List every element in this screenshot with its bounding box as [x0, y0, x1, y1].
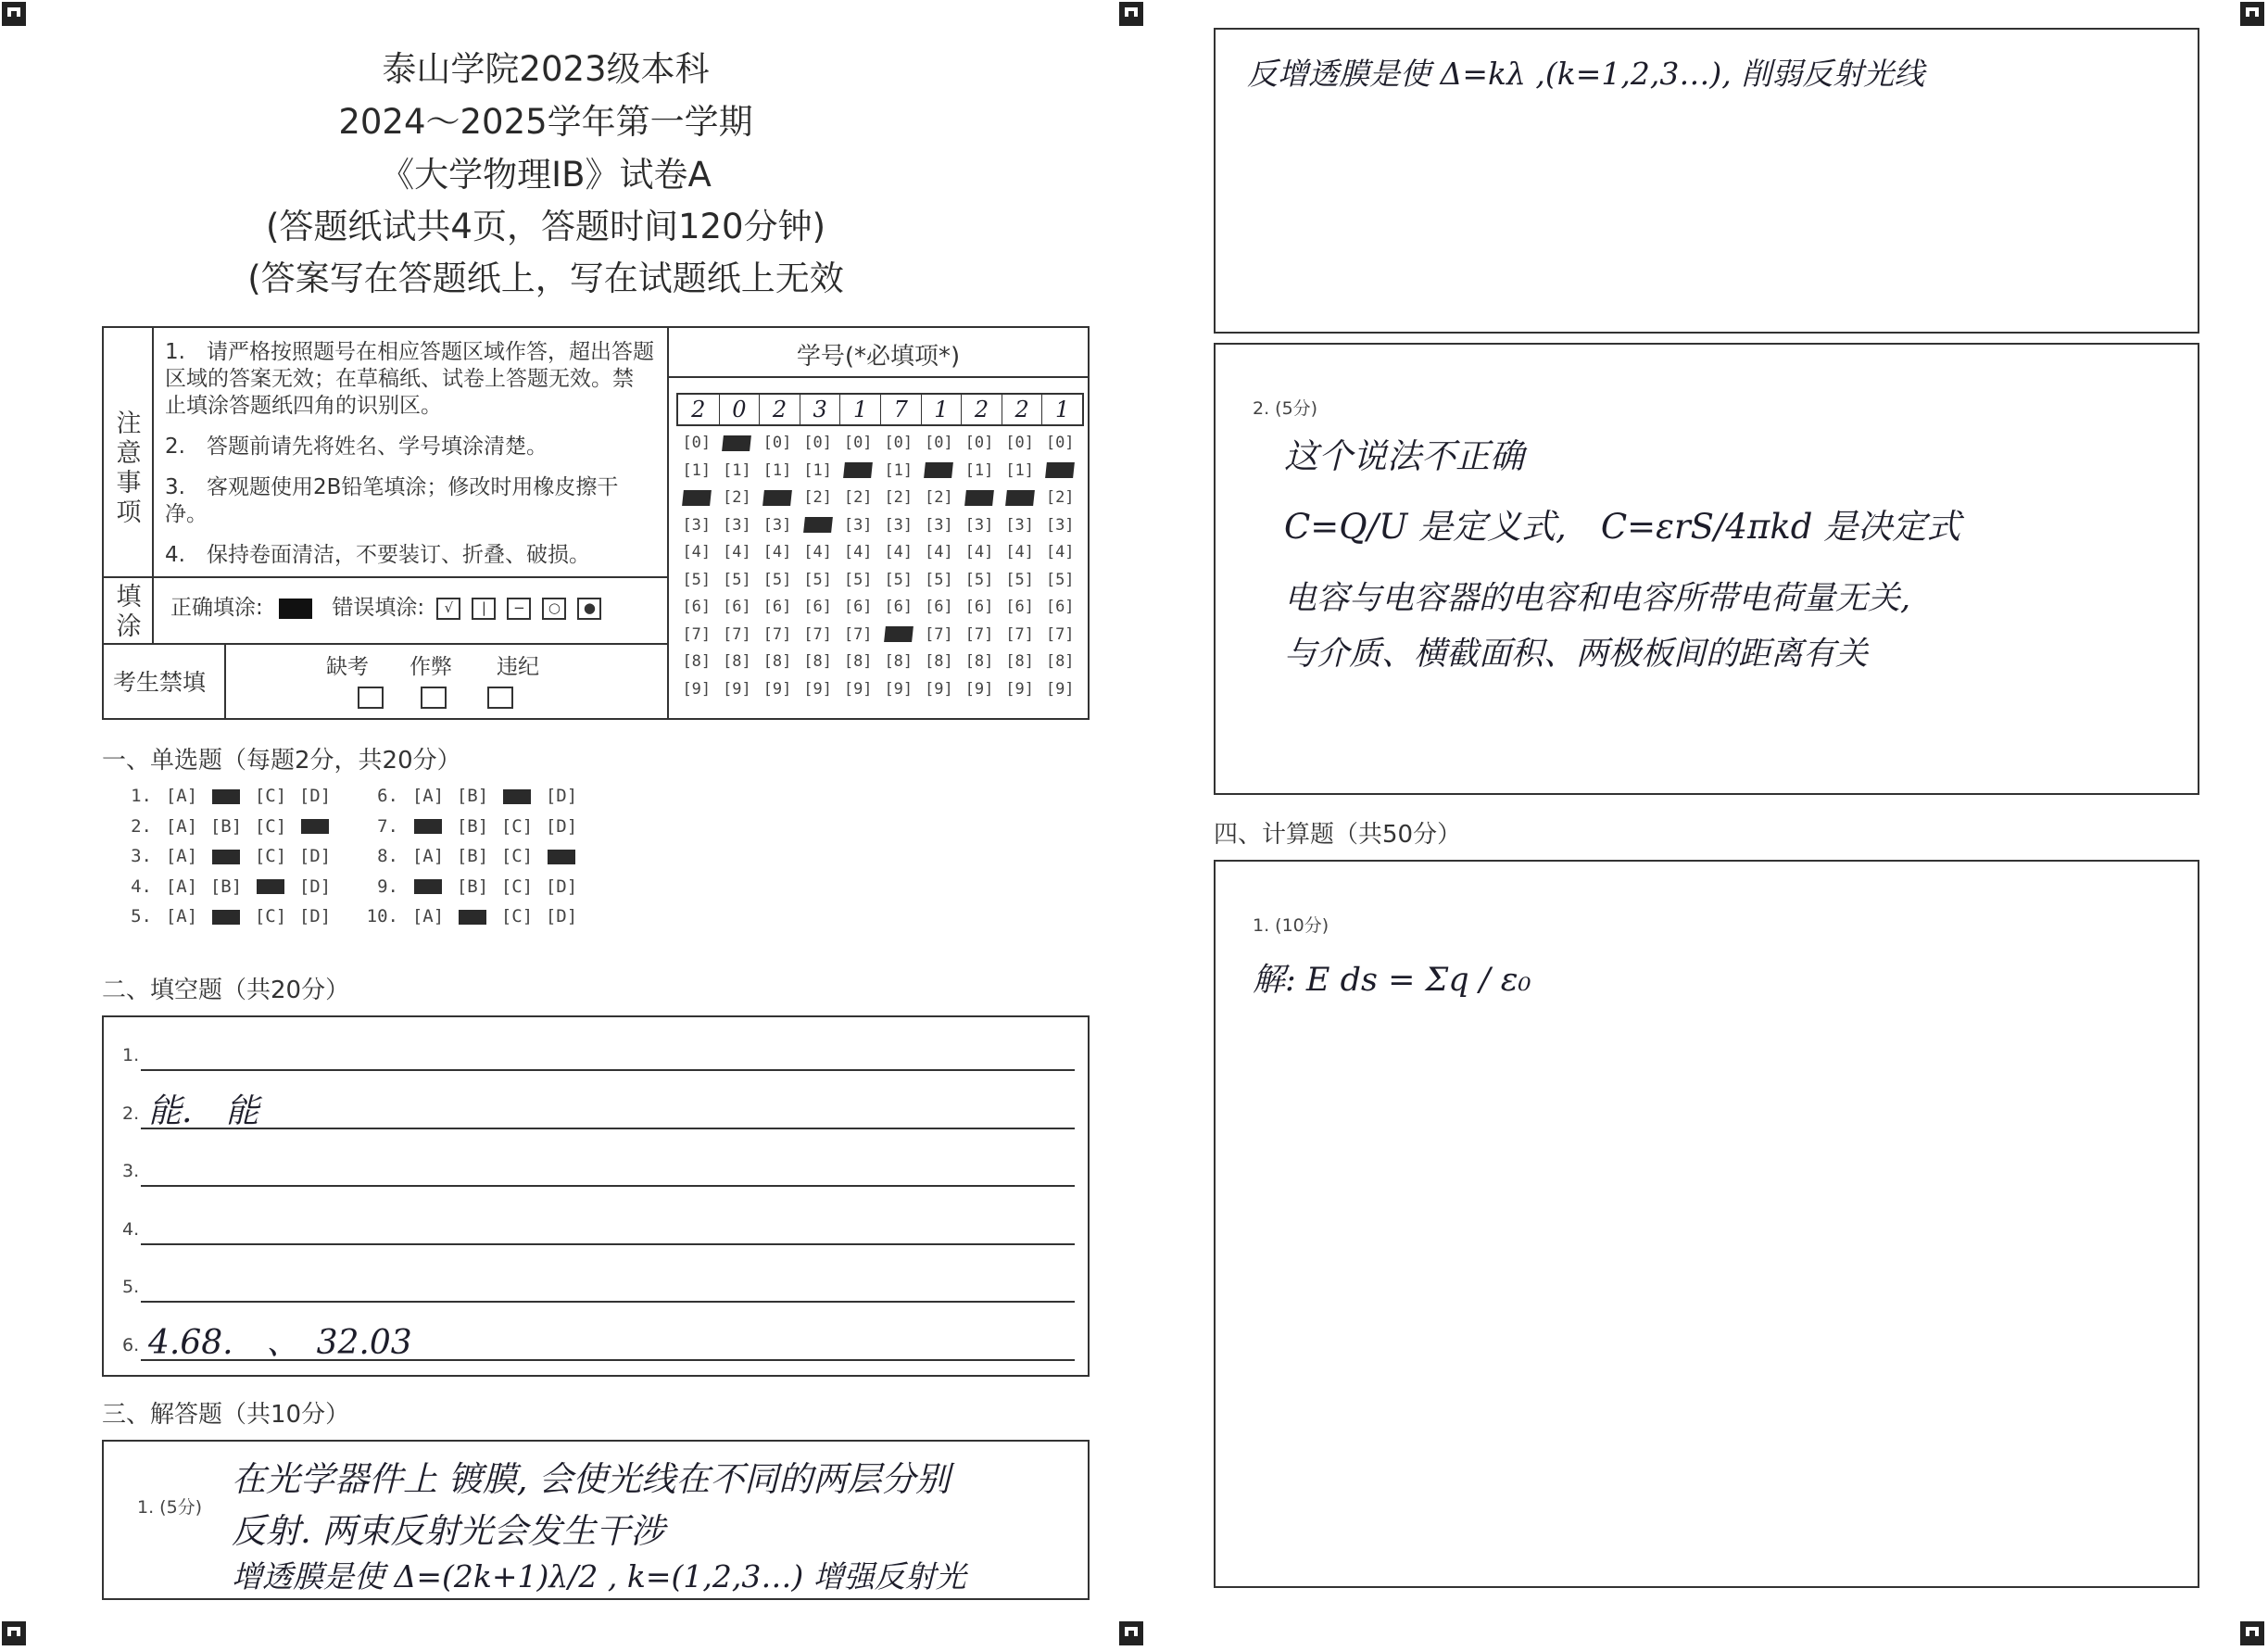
part4-q1-answer: 解: E ds = Σq / ε₀ [1253, 962, 1531, 999]
student-id-digit: 2 [759, 395, 800, 424]
student-id-bubble[interactable]: [0] [1045, 434, 1075, 452]
violation-label: 违纪 [497, 655, 539, 679]
student-id-bubble[interactable]: [9] [964, 679, 994, 699]
exam-title-line3: 《大学物理IB》试卷A [380, 155, 712, 195]
student-id-bubble[interactable]: [1] [723, 460, 751, 480]
mc-option-bubble[interactable]: [C] [500, 815, 534, 837]
mc-filled-mark [459, 910, 486, 925]
student-id-bubble[interactable]: [9] [843, 679, 873, 699]
mc-question-number: 7. [377, 815, 398, 837]
student-id-bubble[interactable]: [6] [803, 598, 832, 616]
mc-filled-mark [414, 819, 442, 834]
mc-option-bubble[interactable] [495, 786, 539, 806]
exam-title-line2: 2024～2025学年第一学期 [338, 102, 753, 142]
student-id-bubble[interactable]: [5] [762, 570, 792, 589]
exam-restricted-label: 考生禁填 [113, 669, 207, 696]
student-id-filled-mark [1005, 490, 1035, 506]
student-id-digit: 7 [880, 395, 921, 424]
blank-number: 5. [122, 1277, 140, 1297]
violation-checkbox[interactable] [487, 687, 513, 709]
mc-question-row [117, 876, 337, 897]
mc-option-bubble[interactable]: [D] [298, 876, 332, 897]
corner-marker-bottom-right [2240, 1621, 2264, 1645]
blank-answer: 能. 能 [148, 1091, 259, 1130]
student-id-bubble[interactable]: [4] [964, 543, 994, 561]
mc-question-number: 6. [377, 786, 398, 806]
mc-option-bubble[interactable]: [C] [254, 815, 287, 837]
student-id-bubble[interactable]: [8] [1005, 652, 1034, 671]
mc-option-bubble[interactable]: [B] [456, 786, 489, 806]
info-table [102, 326, 1090, 720]
student-id-bubble[interactable]: [1] [803, 460, 832, 480]
wrong-fill-dot: ● [577, 598, 601, 620]
student-id-bubble[interactable]: [3] [682, 515, 712, 535]
blank-line[interactable] [141, 1301, 1075, 1303]
student-id-bubble[interactable]: [1] [884, 460, 914, 480]
blank-line[interactable] [141, 1185, 1075, 1187]
student-id-grid[interactable] [676, 434, 1084, 712]
student-id-bubble[interactable]: [5] [682, 570, 712, 589]
mc-option-bubble[interactable]: [C] [500, 876, 534, 897]
student-id-bubble[interactable]: [2] [925, 488, 953, 507]
mc-option-bubble[interactable]: [A] [165, 876, 198, 897]
student-id-bubble[interactable]: [6] [682, 598, 712, 616]
student-id-digit: 1 [921, 395, 962, 424]
student-id-bubble[interactable]: [4] [884, 543, 914, 561]
student-id-digit: 3 [800, 395, 840, 424]
student-id-bubble[interactable]: [7] [1045, 624, 1075, 644]
corner-marker-bottom-center [1119, 1621, 1143, 1645]
student-id-bubble[interactable]: [7] [762, 624, 792, 644]
student-id-bubble[interactable]: [8] [762, 652, 792, 671]
student-id-bubble[interactable] [757, 488, 798, 507]
mc-option-bubble[interactable]: [B] [209, 876, 243, 897]
part3-answer-box-q2 [1214, 343, 2199, 795]
student-id-bubble[interactable]: [2] [1045, 488, 1075, 507]
student-id-bubble[interactable]: [1] [762, 460, 792, 480]
corner-marker-bottom-left [2, 1621, 26, 1645]
mc-question-row [363, 786, 584, 806]
wrong-fill-label: 错误填涂: [332, 596, 425, 620]
student-id-bubble[interactable]: [9] [803, 679, 832, 699]
student-id-bubble[interactable]: [7] [964, 624, 994, 644]
blank-number: 4. [122, 1218, 140, 1240]
student-id-bubble[interactable]: [4] [1045, 543, 1075, 561]
blank-answer: 4.68. 、 32.03 [148, 1323, 412, 1362]
mc-filled-mark [212, 910, 240, 925]
student-id-bubble[interactable]: [8] [723, 652, 751, 671]
student-id-bubble[interactable] [838, 461, 878, 480]
student-id-bubble[interactable]: [3] [884, 515, 914, 535]
exam-title-line1: 泰山学院2023级本科 [382, 49, 710, 89]
student-id-bubble[interactable]: [4] [723, 543, 751, 561]
cheat-label: 作弊 [410, 655, 452, 679]
mc-option-bubble[interactable]: [A] [411, 846, 445, 866]
student-id-bubble[interactable]: [3] [843, 515, 873, 535]
student-id-digit: 1 [839, 395, 880, 424]
student-id-filled-mark [843, 462, 873, 478]
student-id-bubble[interactable]: [5] [925, 570, 953, 589]
student-id-filled-mark [682, 490, 712, 506]
mc-option-bubble[interactable] [539, 846, 584, 866]
mc-question-row [363, 876, 584, 897]
mc-option-bubble[interactable]: [B] [456, 815, 489, 837]
student-id-bubble[interactable]: [4] [1005, 543, 1034, 561]
student-id-bubble[interactable] [919, 461, 960, 480]
fill-legend [170, 595, 607, 622]
mc-option-bubble[interactable]: [C] [254, 786, 287, 806]
part3-q2-line2: C=Q/U 是定义式, C=εrS/4πkd 是决定式 [1284, 507, 1961, 547]
exam-title-line5: (答案写在答题纸上，写在试题纸上无效 [247, 258, 844, 298]
student-id-bubble[interactable]: [1] [1005, 460, 1034, 480]
part3-q1-line2: 反射. 两束反射光会发生干涉 [232, 1511, 665, 1551]
notice-item-2: 2. 答题前请先将姓名、学号填涂清楚。 [165, 435, 548, 459]
student-id-bubble[interactable]: [4] [682, 543, 712, 561]
corner-marker-top-left [2, 2, 26, 26]
student-id-bubble[interactable]: [6] [723, 598, 751, 616]
blank-line[interactable] [141, 1069, 1075, 1071]
part3-title: 三、解答题（共10分） [102, 1401, 350, 1429]
student-id-bubble[interactable]: [9] [723, 679, 751, 699]
mc-option-bubble[interactable]: [A] [411, 786, 445, 806]
student-id-bubble[interactable]: [3] [925, 515, 953, 535]
student-id-bubble[interactable]: [3] [1005, 515, 1034, 535]
mc-option-bubble[interactable] [406, 876, 450, 897]
student-id-bubble[interactable]: [9] [1005, 679, 1034, 699]
student-id-bubble[interactable]: [2] [843, 488, 873, 507]
mc-option-bubble[interactable]: [D] [298, 846, 332, 866]
student-id-bubble[interactable]: [3] [964, 515, 994, 535]
student-id-bubble[interactable]: [0] [884, 434, 914, 452]
mc-filled-mark [212, 789, 240, 804]
mc-filled-mark [257, 879, 284, 894]
student-id-bubble[interactable]: [0] [762, 434, 792, 452]
student-id-bubble[interactable]: [3] [1045, 515, 1075, 535]
student-id-bubble[interactable]: [0] [682, 434, 712, 452]
mc-question-row [363, 816, 584, 837]
absent-label: 缺考 [326, 655, 369, 679]
mc-option-bubble[interactable]: [B] [456, 846, 489, 866]
student-id-bubble[interactable] [1040, 461, 1080, 480]
blank-number: 6. [122, 1334, 140, 1355]
student-id-bubble[interactable]: [6] [884, 598, 914, 616]
mc-option-bubble[interactable] [293, 816, 337, 837]
student-id-bubble[interactable]: [5] [1005, 570, 1034, 589]
mc-option-bubble[interactable]: [C] [500, 906, 534, 926]
mc-question-number: 3. [131, 846, 152, 866]
part1-title: 一、单选题（每题2分，共20分） [102, 747, 461, 775]
mc-option-bubble[interactable]: [A] [165, 815, 198, 837]
notice-item-4: 4. 保持卷面清洁，不要装订、折叠、破损。 [165, 543, 590, 567]
cheat-checkbox[interactable] [421, 687, 447, 709]
mc-question-number: 9. [377, 876, 398, 897]
part4-title: 四、计算题（共50分） [1214, 821, 1462, 849]
mc-question-row [117, 846, 337, 866]
mc-question-row [117, 786, 337, 806]
student-id-filled-mark [803, 517, 833, 533]
mc-option-bubble[interactable]: [D] [545, 786, 578, 806]
mc-question-number: 8. [377, 846, 398, 866]
student-id-digit: 2 [691, 397, 706, 422]
student-id-bubble[interactable]: [6] [925, 598, 953, 616]
part3-q1-line3: 增透膜是使 Δ=(2k+1)λ/2 , k=(1,2,3…) 增强反射光 [232, 1558, 966, 1594]
student-id-bubble[interactable]: [3] [762, 515, 792, 535]
absent-checkbox[interactable] [358, 687, 384, 709]
student-id-bubble[interactable]: [5] [964, 570, 994, 589]
blank-number: 1. [122, 1045, 140, 1065]
part2-title: 二、填空题（共20分） [102, 977, 350, 1004]
student-id-bubble[interactable]: [2] [803, 488, 832, 507]
mc-option-bubble[interactable]: [D] [545, 876, 578, 897]
part1-options[interactable] [117, 786, 598, 934]
corner-marker-top-center [1119, 2, 1143, 26]
student-id-bubble[interactable]: [7] [843, 624, 873, 644]
student-id-bubble[interactable]: [4] [843, 543, 873, 561]
part3-q1-label: 1. (5分) [137, 1497, 203, 1518]
student-id-bubble[interactable]: [7] [925, 624, 953, 644]
part3-q1-continued: 反增透膜是使 Δ=kλ ,(k=1,2,3…), 削弱反射光线 [1247, 56, 1925, 92]
notice-label: 注意事项 [116, 410, 142, 527]
student-id-digit: 1 [1041, 395, 1082, 424]
correct-fill-sample [279, 599, 312, 619]
notice-item-3: 3. 客观题使用2B铅笔填涂；修改时用橡皮擦干净。 [165, 475, 619, 526]
student-id-bubble[interactable]: [7] [682, 624, 712, 644]
fill-label: 填涂 [116, 583, 142, 641]
student-id-bubble[interactable]: [0] [1005, 434, 1034, 452]
student-id-filled-mark [722, 435, 751, 451]
mc-filled-mark [548, 850, 575, 864]
mc-option-bubble[interactable]: [B] [456, 876, 489, 897]
mc-question-number: 10. [366, 906, 398, 926]
student-id-filled-mark [924, 462, 953, 478]
mc-option-bubble[interactable] [204, 846, 248, 866]
blank-number: 2. [122, 1103, 140, 1124]
mc-option-bubble[interactable]: [C] [500, 846, 534, 866]
mc-option-bubble[interactable]: [C] [254, 906, 287, 926]
mc-filled-mark [212, 850, 240, 864]
student-id-digit: 2 [1002, 395, 1042, 424]
mc-question-row [117, 906, 337, 926]
mc-option-bubble[interactable]: [C] [254, 846, 287, 866]
student-id-digit: 0 [719, 395, 760, 424]
student-id-bubble[interactable] [878, 625, 919, 644]
mc-question-number: 1. [131, 786, 152, 806]
part3-q2-line4: 与介质、横截面积、两极板间的距离有关 [1284, 636, 1869, 673]
student-id-digits [676, 393, 1084, 426]
mc-option-bubble[interactable]: [D] [545, 815, 578, 837]
wrong-fill-dash: − [507, 598, 531, 620]
student-id-bubble[interactable] [798, 516, 838, 535]
student-id-filled-mark [1045, 462, 1075, 478]
student-id-bubble[interactable]: [1] [964, 460, 994, 480]
student-id-bubble[interactable]: [0] [925, 434, 953, 452]
part3-continued-box [1214, 28, 2199, 334]
student-id-digit: 2 [961, 395, 1002, 424]
student-id-bubble[interactable]: [5] [884, 570, 914, 589]
student-id-bubble[interactable]: [4] [925, 543, 953, 561]
part2-answer-box [102, 1015, 1090, 1377]
mc-option-bubble[interactable] [248, 876, 293, 897]
mc-option-bubble[interactable]: [A] [165, 906, 198, 926]
student-id-bubble[interactable]: [9] [884, 679, 914, 699]
blank-line[interactable] [141, 1128, 1075, 1129]
part3-q2-line1: 这个说法不正确 [1284, 436, 1524, 476]
mc-question-row [117, 816, 337, 837]
mc-question-number: 2. [131, 815, 152, 837]
student-id-bubble[interactable]: [5] [803, 570, 832, 589]
student-id-bubble[interactable]: [8] [843, 652, 873, 671]
wrong-fill-bar: | [472, 598, 496, 620]
student-id-bubble[interactable]: [8] [803, 652, 832, 671]
student-id-bubble[interactable]: [0] [803, 434, 832, 452]
part3-q2-label: 2. (5分) [1253, 398, 1318, 419]
student-id-bubble[interactable]: [6] [964, 598, 994, 616]
student-id-bubble[interactable]: [5] [723, 570, 751, 589]
mc-question-number: 5. [131, 906, 152, 926]
mc-option-bubble[interactable]: [D] [298, 906, 332, 926]
student-id-bubble[interactable]: [8] [884, 652, 914, 671]
mc-option-bubble[interactable]: [B] [209, 815, 243, 837]
student-id-bubble[interactable]: [9] [925, 679, 953, 699]
mc-question-number: 4. [131, 876, 152, 897]
student-id-bubble[interactable]: [0] [964, 434, 994, 452]
student-id-bubble[interactable]: [8] [964, 652, 994, 671]
student-id-bubble[interactable] [1000, 488, 1040, 507]
student-id-bubble[interactable]: [4] [803, 543, 832, 561]
mc-option-bubble[interactable] [450, 906, 495, 926]
student-id-bubble[interactable]: [1] [682, 460, 712, 480]
mc-question-row [363, 906, 584, 926]
student-id-bubble[interactable]: [6] [762, 598, 792, 616]
student-id-bubble[interactable]: [6] [843, 598, 873, 616]
student-id-filled-mark [884, 626, 914, 642]
student-id-filled-mark [762, 490, 792, 506]
student-id-bubble[interactable] [676, 488, 717, 507]
student-id-bubble[interactable]: [9] [762, 679, 792, 699]
mc-question-row [363, 846, 584, 866]
student-id-bubble[interactable] [959, 488, 1000, 507]
student-id-bubble[interactable]: [7] [1005, 624, 1034, 644]
part4-q1-label: 1. (10分) [1253, 915, 1329, 936]
part4-answer-box [1214, 860, 2199, 1588]
part3-q1-line1: 在光学器件上 镀膜, 会使光线在不同的两层分别 [232, 1459, 951, 1499]
student-id-bubble[interactable]: [2] [723, 488, 751, 507]
wrong-fill-circle: ○ [542, 598, 566, 620]
student-id-bubble[interactable]: [8] [682, 652, 712, 671]
student-id-bubble[interactable]: [7] [723, 624, 751, 644]
mc-option-bubble[interactable]: [D] [298, 786, 332, 806]
wrong-fill-check: √ [436, 598, 460, 620]
student-id-bubble[interactable]: [8] [1045, 652, 1075, 671]
mc-option-bubble[interactable] [204, 906, 248, 926]
exam-title-line4: (答题纸试共4页，答题时间120分钟) [265, 207, 826, 246]
student-id-bubble[interactable]: [2] [884, 488, 914, 507]
blank-line[interactable] [141, 1243, 1075, 1245]
mc-option-bubble[interactable] [406, 816, 450, 837]
mc-option-bubble[interactable]: [A] [165, 846, 198, 866]
part3-answer-box-q1 [102, 1440, 1090, 1600]
student-id-bubble[interactable]: [7] [803, 624, 832, 644]
student-id-bubble[interactable]: [9] [1045, 679, 1075, 699]
mc-option-bubble[interactable]: [A] [411, 906, 445, 926]
student-id-bubble[interactable]: [9] [682, 679, 712, 699]
student-id-bubble[interactable]: [5] [1045, 570, 1075, 589]
notice-item-1: 1. 请严格按照题号在相应答题区域作答，超出答题区域的答案无效；在草稿纸、试卷上答题无效。禁止填涂答题纸四角的识别区。 [165, 340, 654, 418]
student-id-bubble[interactable]: [6] [1005, 598, 1034, 616]
mc-option-bubble[interactable] [204, 786, 248, 806]
corner-marker-top-right [2240, 2, 2264, 26]
student-id-bubble[interactable] [717, 434, 758, 452]
blank-number: 3. [122, 1161, 140, 1181]
part3-q2-line3: 电容与电容器的电容和电容所带电荷量无关, [1284, 580, 1911, 617]
student-id-bubble[interactable]: [8] [925, 652, 953, 671]
student-id-bubble[interactable]: [6] [1045, 598, 1075, 616]
student-id-bubble[interactable]: [4] [762, 543, 792, 561]
mc-filled-mark [301, 819, 329, 834]
mc-option-bubble[interactable]: [D] [545, 906, 578, 926]
mc-option-bubble[interactable]: [A] [165, 786, 198, 806]
mc-filled-mark [503, 789, 531, 804]
student-id-label: 学号(*必填项*) [796, 343, 961, 371]
student-id-bubble[interactable]: [5] [843, 570, 873, 589]
student-id-bubble[interactable]: [0] [843, 434, 873, 452]
mc-filled-mark [414, 879, 442, 894]
correct-fill-label: 正确填涂: [170, 596, 263, 620]
student-id-filled-mark [964, 490, 994, 506]
student-id-bubble[interactable]: [3] [723, 515, 751, 535]
